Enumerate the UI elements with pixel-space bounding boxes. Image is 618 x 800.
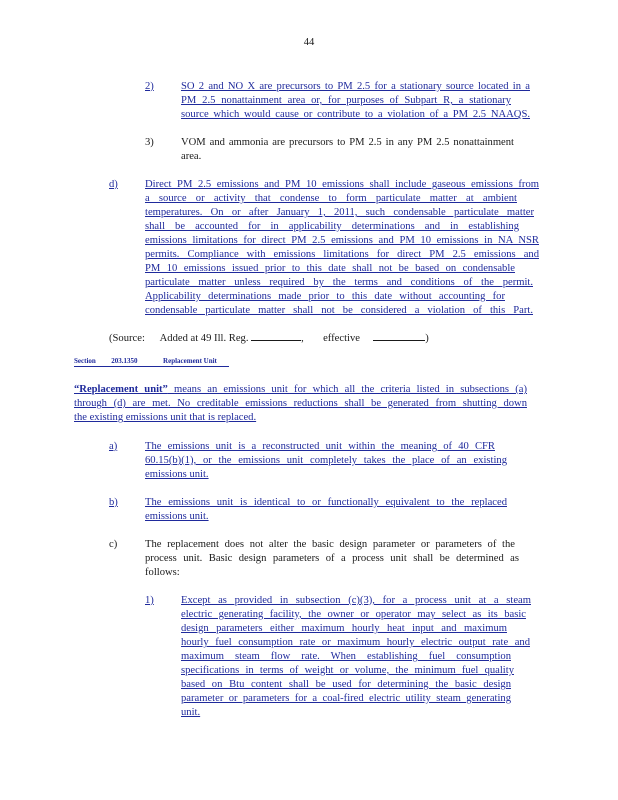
definition-line-1 — [74, 383, 527, 396]
definition-text: means an emissions unit for which all the criteria listed in subsections (a) — [174, 384, 527, 395]
item-d-line: a source or activity that condense to form particulate matter at ambient — [145, 193, 517, 204]
item-3-label: 3) — [145, 137, 154, 148]
item-a-line: 60.15(b)(1), or the emissions unit completely takes the place of an existing — [145, 455, 507, 466]
item-a-line: emissions unit. — [145, 469, 209, 480]
source-comma: , — [301, 333, 304, 344]
source-suffix: ) — [425, 333, 429, 344]
item-3-line: VOM and ammonia are precursors to PM 2.5 in any PM 2.5 nonattainment — [181, 137, 514, 148]
item-a-label: a) — [109, 441, 118, 452]
definition-term: “Replacement unit” — [74, 384, 168, 395]
item-d-line: shall be accounted for in applicability determinations and in establishing — [145, 221, 519, 232]
item-c1-line: unit. — [181, 707, 201, 718]
item-d-label: d) — [109, 179, 118, 190]
item-d-line: emissions limitations for direct PM 2.5 emissions and PM 10 emissions in NA NSR — [145, 235, 539, 246]
item-b-line: The emissions unit is identical to or functionally equivalent to the replaced — [145, 497, 507, 508]
item-d-line: Applicability determinations made prior to this date without accounting for — [145, 291, 505, 302]
item-b-line: emissions unit. — [145, 511, 209, 522]
item-c-line: follows: — [145, 567, 180, 578]
source-effective: effective — [323, 333, 360, 344]
effective-date-blank — [373, 331, 425, 341]
item-c-label: c) — [109, 539, 118, 550]
register-blank — [251, 331, 301, 341]
item-c1-line: design parameters either maximum hourly heat input and maximum — [181, 623, 507, 634]
item-2-line: SO 2 and NO X are precursors to PM 2.5 for a stationary source located in a — [181, 81, 530, 92]
item-c-line: process unit. Basic design parameters of a process unit shall be determined as — [145, 553, 519, 564]
item-d-line: PM 10 emissions issued prior to this date shall not be based on condensable — [145, 263, 515, 274]
source-prefix: (Source: — [109, 333, 145, 344]
item-a-line: The emissions unit is a reconstructed unit within the meaning of 40 CFR — [145, 441, 495, 452]
item-c1-line: parameter or parameters for a coal-fired electric utility steam generating — [181, 693, 511, 704]
item-3-line: area. — [181, 151, 202, 162]
item-c1-line: based on Btu content shall be used for determining the basic design — [181, 679, 511, 690]
page-number: 44 — [303, 37, 315, 48]
item-2-label: 2) — [145, 81, 154, 92]
source-note — [109, 331, 429, 345]
item-c1-line: maximum steam flow rate. When establishing fuel consumption — [181, 651, 511, 662]
item-d-line: Direct PM 2.5 emissions and PM 10 emissions shall include gaseous emissions from — [145, 179, 539, 190]
item-d-line: condensable particulate matter shall not be considered a violation of this Part. — [145, 305, 533, 316]
item-d-line: permits. Compliance with emissions limitations for direct PM 2.5 emissions and — [145, 249, 539, 260]
section-title: Replacement Unit — [163, 357, 217, 365]
item-d-line: temperatures. On or after January 1, 2011, such condensable particulate matter — [145, 207, 534, 218]
section-word: Section — [74, 357, 96, 365]
item-2-line: source which would cause or contribute to a violation of a PM 2.5 NAAQS. — [181, 109, 530, 120]
item-2-line: PM 2.5 nonattainment area or, for purposes of Subpart R, a stationary — [181, 95, 511, 106]
item-c-line: The replacement does not alter the basic design parameter or parameters of the — [145, 539, 515, 550]
source-added: Added at 49 Ill. Reg. — [159, 333, 249, 344]
item-c1-line: specifications in terms of weight or volume, the minimum fuel quality — [181, 665, 514, 676]
definition-line: through (d) are met. No creditable emissions reductions shall be generated from shutting down — [74, 398, 527, 409]
section-number: 203.1350 — [111, 357, 138, 365]
item-c1-line: electric generating facility, the owner or operator may select as its basic — [181, 609, 526, 620]
item-c1-label: 1) — [145, 595, 154, 606]
item-d-line: particulate matter unless required by the terms and conditions of the permit. — [145, 277, 533, 288]
item-b-label: b) — [109, 497, 118, 508]
item-c1-line: Except as provided in subsection (c)(3), for a process unit at a steam — [181, 595, 531, 606]
item-c1-line: hourly fuel consumption rate or maximum hourly electric output rate and — [181, 637, 530, 648]
section-heading — [74, 356, 229, 367]
definition-line: the existing emissions unit that is replaced. — [74, 412, 257, 423]
